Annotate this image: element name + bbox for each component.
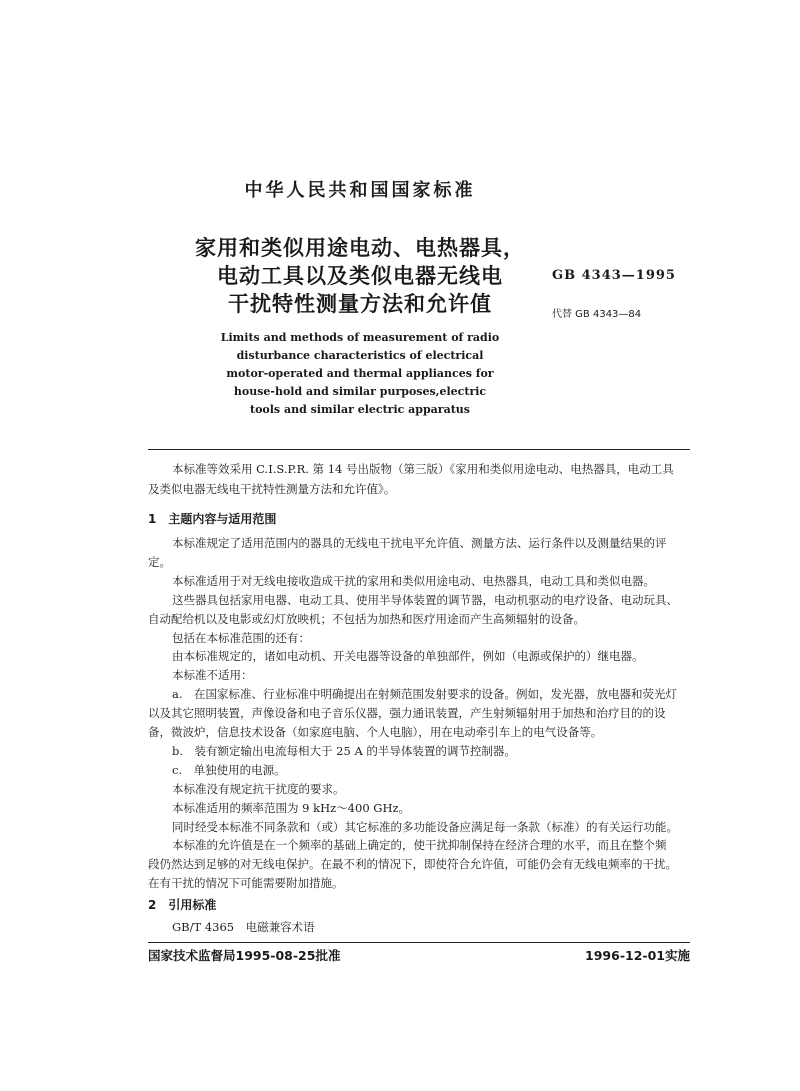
body-line: 本标准规定了适用范围内的器具的无线电干扰电平允许值、测量方法、运行条件以及测量结果的评 [172,536,667,550]
intro-line-2: 及类似电器无线电干扰特性测量方法和允许值》。 [148,482,396,496]
english-title-line-4: house-hold and similar purposes,electric [233,385,487,398]
body-line: 本标准没有规定抗干扰度的要求。 [172,781,345,796]
section-2-number: 2 [148,898,157,912]
body-line: 以及其它照明装置，声像设备和电子音乐仪器，强力通讯装置，产生射频辐射用于加热和治疗目的的设 [148,706,666,721]
body-line: 包括在本标准范围的还有： [172,630,310,645]
english-title-line-3: motor-operated and thermal appliances for [226,367,494,380]
body-line: c. 单独使用的电源。 [172,762,286,777]
body-line: 段仍然达到足够的对无线电保护。在最不利的情况下，即使符合允许值，可能仍会有无线电频率的干扰。 [148,857,677,872]
body-line: 由本标准规定的，诸如电动机、开关电器等设备的单独部件，例如（电源或保护的）继电器。 [172,649,644,664]
body-line: 本标准适用的频率范围为 9 kHz～400 GHz。 [172,800,411,815]
body-line: GB/T 4365 电磁兼容术语 [172,920,315,934]
section-1-title: 主题内容与适用范围 [168,512,277,526]
body-line: 本标准不适用： [172,668,253,683]
section-1-number: 1 [148,512,157,526]
standard-number: GB 4343—1995 [552,268,676,283]
section-2-title: 引用标准 [168,898,217,912]
replaces-standard: 代替 GB 4343—84 [552,309,642,320]
body-line: 自动配给机以及电影或幻灯放映机；不包括为加热和医疗用途而产生高频辐射的设备。 [148,611,585,626]
chinese-title-line-3: 干扰特性测量方法和允许值 [228,292,492,316]
body-line: 定。 [148,554,171,569]
body-line: a. 在国家标准、行业标准中明确提出在射频范围发射要求的设备。例如，发光器，放电器和荧光灯 [172,687,678,702]
english-title-line-1: Limits and methods of measurement of radio [220,331,500,344]
body-line: b. 装有额定输出电流每相大于 25 A 的半导体装置的调节控制器。 [172,743,516,758]
english-title-line-5: tools and similar electric apparatus [249,403,470,416]
document-org-title: 中华人民共和国国家标准 [244,180,476,201]
body-line: 本标准适用于对无线电接收造成干扰的家用和类似用途电动、电热器具，电动工具和类似电器。 [172,573,655,588]
body-line: 同时经受本标准不同条款和（或）其它标准的多功能设备应满足每一条款（标准）的有关运行功能。 [172,819,678,834]
chinese-title-line-1: 家用和类似用途电动、电热器具， [195,236,525,260]
english-title-line-2: disturbance characteristics of electrical [236,349,484,362]
body-line: 备，微波炉，信息技术设备（如家庭电脑、个人电脑），用在电动牵引车上的电气设备等。 [148,725,603,739]
approval-date: 国家技术监督局1995-08-25批准 [148,948,341,963]
section-2-heading [148,896,216,913]
section-1-heading [148,510,276,527]
body-line: 本标准的允许值是在一个频率的基础上确定的，使干扰抑制保持在经济合理的水平，而且在整个频 [172,838,667,853]
effective-date: 1996-12-01实施 [585,948,690,963]
intro-line-1: 本标准等效采用 C.I.S.P.R. 第 14 号出版物（第三版）《家用和类似用途电动、电热器具，电动工具 [172,462,674,476]
header-divider [148,449,690,450]
body-line: 在有干扰的情况下可能需要附加措施。 [148,876,344,891]
body-line: 这些器具包括家用电器、电动工具、使用半导体装置的调节器，电动机驱动的电疗设备、电动玩具、 [172,592,678,607]
footer-divider [148,942,690,943]
chinese-title-line-2: 电动工具以及类似电器无线电 [217,264,503,288]
